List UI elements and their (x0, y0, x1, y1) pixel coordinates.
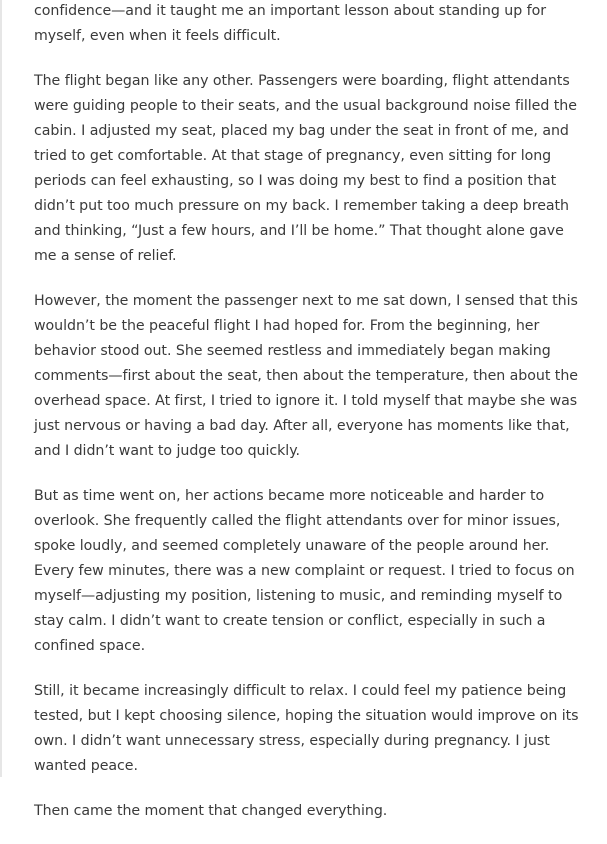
paragraph-4: But as time went on, her actions became more noticeable and harder to overlook. She frequently called the flight attendants over for minor issues, spoke loudly, and seemed completely unaware of the people around her. Every few minutes, there was a new complaint or request. I tried to focus on myself—adjusting my position, listening to music, and reminding myself to stay calm. I didn’t want to create tension or conflict, especially in such a confined space. (34, 488, 575, 654)
left-border-divider (0, 0, 2, 777)
paragraph-5: Still, it became increasingly difficult to relax. I could feel my patience being tested, but I kept choosing silence, hoping the situation would improve on its own. I didn’t want unnecessary stress, especially during pregnancy. I just wanted peace. (34, 683, 579, 774)
article-body (34, 0, 582, 844)
paragraph-6: Then came the moment that changed everything. (34, 803, 388, 819)
paragraph-1: confidence—and it taught me an important lesson about standing up for myself, even when it feels difficult. (34, 3, 546, 44)
paragraph-3: However, the moment the passenger next to me sat down, I sensed that this wouldn’t be the peaceful flight I had hoped for. From the beginning, her behavior stood out. She seemed restless and immediately began making comments—first about the seat, then about the temperature, then about the overhead space. At first, I tried to ignore it. I told myself that maybe she was just nervous or having a bad day. After all, everyone has moments like that, and I didn’t want to judge too quickly. (34, 293, 578, 459)
paragraph-2: The flight began like any other. Passengers were boarding, flight attendants were guiding people to their seats, and the usual background noise filled the cabin. I adjusted my seat, placed my bag under the seat in front of me, and tried to get comfortable. At that stage of pregnancy, even sitting for long periods can feel exhausting, so I was doing my best to find a position that didn’t put too much pressure on my back. I remember taking a deep breath and thinking, “Just a few hours, and I’ll be home.” That thought alone gave me a sense of relief. (34, 73, 577, 264)
